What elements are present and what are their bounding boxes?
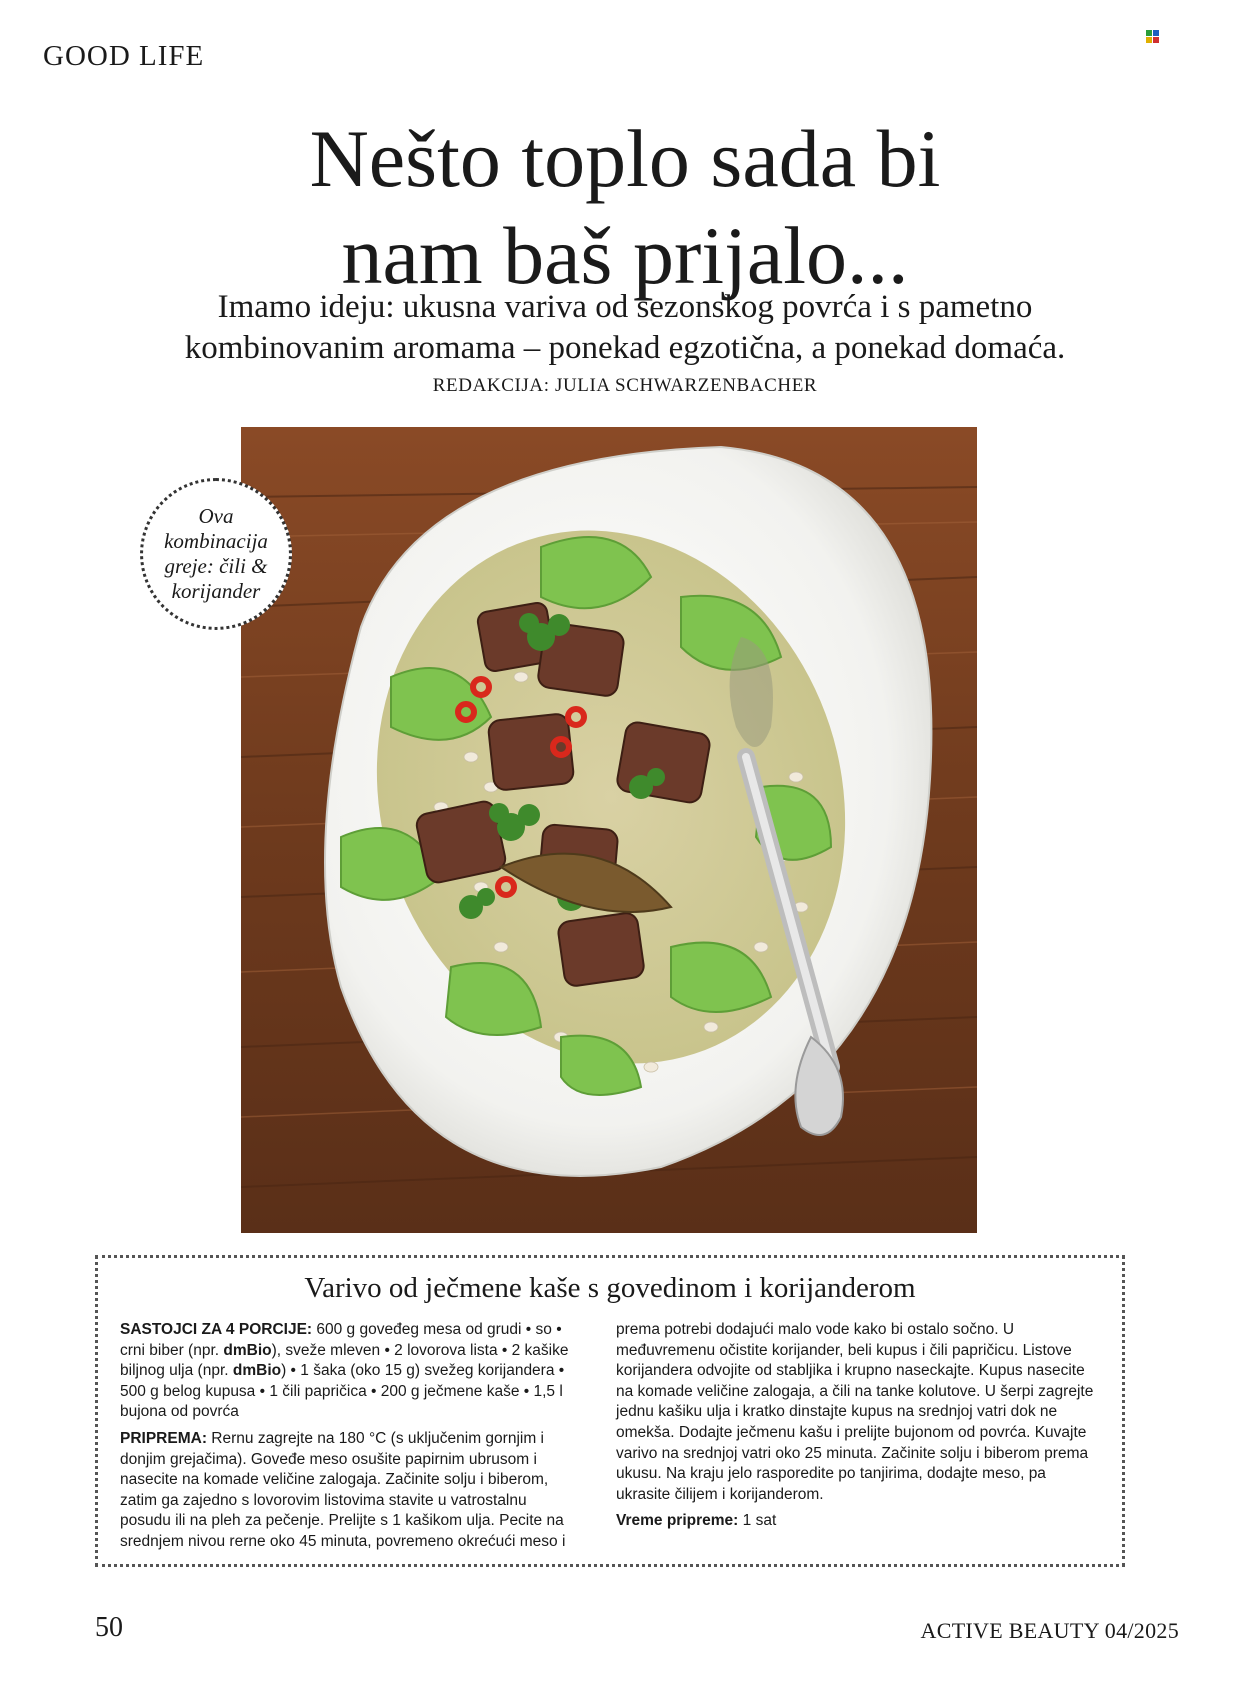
standfirst-line-2: kombinovanim aromama – ponekad egzotična, a ponekad domaća. [184,330,1066,366]
brand-name: dmBio [232,1362,282,1380]
issue-label: ACTIVE BEAUTY 04/2025 [920,1618,1179,1643]
standfirst-line-1: Imamo ideju: ukusna variva od sezonskog povrća i s pametno [217,289,1033,325]
section-label: GOOD LIFE [43,40,205,72]
ingredients-text-a: 600 g goveđeg mesa od grudi • so • crni biber (npr. [120,1321,562,1359]
corner-mark-icon [1146,30,1160,44]
recipe-column-right [616,1320,1096,1538]
ingredients-label: SASTOJCI ZA 4 PORCIJE: [120,1321,313,1338]
ingredients-text-c: ) • 1 šaka (oko 15 g) svežeg korijandera • 500 g belog kupusa • 1 čili papričica • 200 g ječmene kaše • 1,5 l bujona od povrća [120,1362,565,1421]
recipe-title: Varivo od ječmene kaše s govedinom i korijanderom [304,1272,916,1304]
preparation-text-left: Rernu zagrejte na 180 °C (s uključenim gornjim i donjim grejačima). Goveđe meso osušite papirnim ubrusom i nasecite na komade veličine zalogaja. Začinite solju i biberom, zatim ga zajedno s lovorovim listovima stavite u vatrostalnu posudu ili na pleh za pečenje. Prelijte s 1 kašikom ulja. Pecite na srednjem nivou rerne oko 45 minuta, povremeno okrećući meso i [120,1429,566,1550]
page-number: 50 [95,1612,123,1643]
badge-line-1: Ova [198,504,234,528]
badge-line-4: korijander [171,579,261,603]
preparation-text-right: prema potrebi dodajući malo vode kako bi ostalo sočno. U međuvremenu očistite korijander, beli kupus i čili papričicu. Listove korijandera odvojite od stabljika i krupno naseckajte. Kupus nasecite na komade veličine zalogaja, a čili na tanke kolutove. U šerpi zagrejte jednu kašiku ulja i kratko dinstajte kupus na srednjoj vatri dok ne omekša. Dodajte ječmenu kašu i prelijte bujonom od povrća. Kuvajte varivo na srednjoj vatri oko 25 minuta. Začinite solju i biberom prema ukusu. Na kraju jelo rasporedite po tanjirima, dodajte meso, pa ukrasite čilijem i korijanderom. [616,1321,1094,1503]
byline: REDAKCIJA: JULIA SCHWARZENBACHER [432,375,818,396]
headline-line-1: Nešto toplo sada bi [309,113,941,204]
callout-badge [140,478,292,630]
recipe-column-left [120,1320,580,1559]
brand-name: dmBio [223,1341,272,1359]
recipe-box [95,1255,1125,1567]
stew-photo [241,427,977,1233]
headline-line-2: nam baš prijalo... [341,210,909,301]
preparation-label: PRIPREMA: [120,1429,207,1447]
prep-time-label: Vreme pripreme: [616,1512,739,1530]
ingredients-text-b: ), sveže mleven • 2 lovorova lista • 2 kašike biljnog ulja (npr. [120,1341,569,1380]
ingredients-paragraph [120,1320,580,1423]
badge-line-2: kombinacija [164,529,268,553]
prep-time-value: 1 sat [738,1512,777,1530]
prep-time [616,1511,1096,1532]
preparation-paragraph [120,1429,580,1553]
badge-line-3: greje: čili & [164,554,268,578]
